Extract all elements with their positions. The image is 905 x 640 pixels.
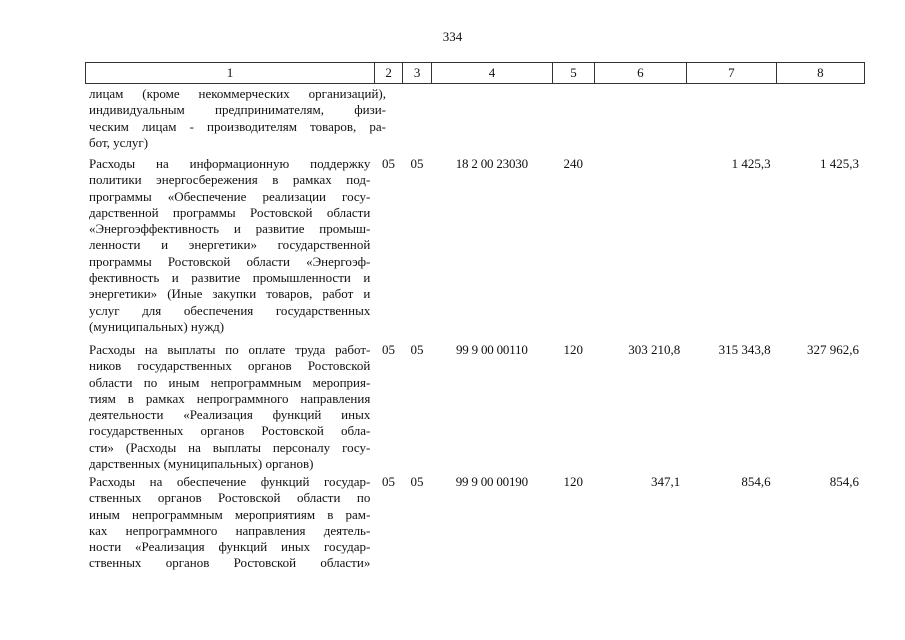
description-line: области по иным непрограммным мероприя- xyxy=(89,374,371,390)
cell-podrazdel: 05 xyxy=(410,342,424,357)
table-row xyxy=(85,156,865,335)
description-line: услуг для обеспечения государственных xyxy=(89,302,371,318)
cell-razdel: 05 xyxy=(382,156,396,171)
cell-year-1: 303 210,8 xyxy=(628,342,681,357)
description-line: сти» (Расходы на выплаты персоналу госу- xyxy=(89,439,371,455)
cell-target-article: 99 9 00 00110 xyxy=(455,342,528,357)
cell-year-3: 327 962,6 xyxy=(807,342,859,357)
description-line: иным непрограммным мероприятиям в рам- xyxy=(89,506,371,522)
header-col-3: 3 xyxy=(403,63,431,83)
description-line: лицам (кроме некоммерческих организаций), xyxy=(89,86,386,101)
header-col-1: 1 xyxy=(86,63,375,83)
description-line: ников государственных органов Ростовской xyxy=(89,358,371,374)
header-col-4: 4 xyxy=(432,63,553,83)
description-line: ческим лицам - производителям товаров, ра- xyxy=(89,118,386,134)
description-line: дарственных (муниципальных) органов) xyxy=(89,456,314,472)
cell-podrazdel: 05 xyxy=(410,474,424,489)
description-line: дарственной программы Ростовской области xyxy=(89,204,371,220)
description-line: ках непрограммного направления деятель- xyxy=(89,522,371,538)
page-number: 334 xyxy=(442,29,463,44)
description-line: бот, услуг) xyxy=(89,134,149,150)
cell-expense-type: 240 xyxy=(563,156,583,171)
row-description xyxy=(85,156,374,335)
row-description xyxy=(85,474,374,572)
table-row xyxy=(85,86,865,151)
cell-razdel: 05 xyxy=(382,342,396,357)
description-line: ственных органов Ростовской области по xyxy=(89,490,371,506)
description-line: индивидуальным предпринимателям, физи- xyxy=(89,102,386,118)
description-line: программы «Обеспечение реализации госу- xyxy=(89,188,371,204)
cell-podrazdel: 05 xyxy=(410,156,424,171)
cell-target-article: 99 9 00 00190 xyxy=(455,474,528,489)
table-row xyxy=(85,474,865,572)
cell-year-2: 1 425,3 xyxy=(731,156,771,171)
description-line: государственных органов Ростовской обла- xyxy=(89,423,371,439)
table-header xyxy=(85,62,865,84)
header-col-2: 2 xyxy=(375,63,403,83)
description-line: Расходы на выплаты по оплате труда работ- xyxy=(89,342,371,357)
description-line: деятельности «Реализация функций иных xyxy=(89,407,371,423)
description-line: программы Ростовской области «Энергоэф- xyxy=(89,253,371,269)
description-line: ности «Реализация функций иных государ- xyxy=(89,539,371,555)
cell-razdel: 05 xyxy=(382,474,396,489)
cell-year-2: 854,6 xyxy=(741,474,771,489)
description-line: ственных органов Ростовской области» xyxy=(89,555,371,571)
description-line: Расходы на информационную поддержку xyxy=(89,156,371,171)
description-line: тиям в рамках непрограммного направления xyxy=(89,390,371,406)
description-line: «Энергоэффективность и развитие промыш- xyxy=(89,221,371,237)
cell-year-1 xyxy=(594,156,686,335)
description-line: энергетики» (Иные закупки товаров, работ и xyxy=(89,286,371,302)
header-col-5: 5 xyxy=(553,63,595,83)
row-description xyxy=(85,86,390,151)
table-row xyxy=(85,342,865,472)
description-line: ленности и энергетики» государственной xyxy=(89,237,371,253)
header-col-8: 8 xyxy=(777,63,865,83)
row-description xyxy=(85,342,374,472)
description-line: политики энергосбережения в рамках под- xyxy=(89,172,371,188)
cell-expense-type: 120 xyxy=(563,474,583,489)
description-line: Расходы на обеспечение функций государ- xyxy=(89,474,371,489)
cell-year-3: 854,6 xyxy=(829,474,859,489)
cell-year-1: 347,1 xyxy=(651,474,681,489)
header-col-7: 7 xyxy=(687,63,777,83)
cell-year-2: 315 343,8 xyxy=(718,342,771,357)
description-line: фективность и развитие промышленности и xyxy=(89,270,371,286)
description-line: (муниципальных) нужд) xyxy=(89,318,225,334)
header-col-6: 6 xyxy=(595,63,687,83)
cell-year-3: 1 425,3 xyxy=(820,156,859,171)
cell-expense-type: 120 xyxy=(563,342,583,357)
cell-target-article: 18 2 00 23030 xyxy=(455,156,528,171)
